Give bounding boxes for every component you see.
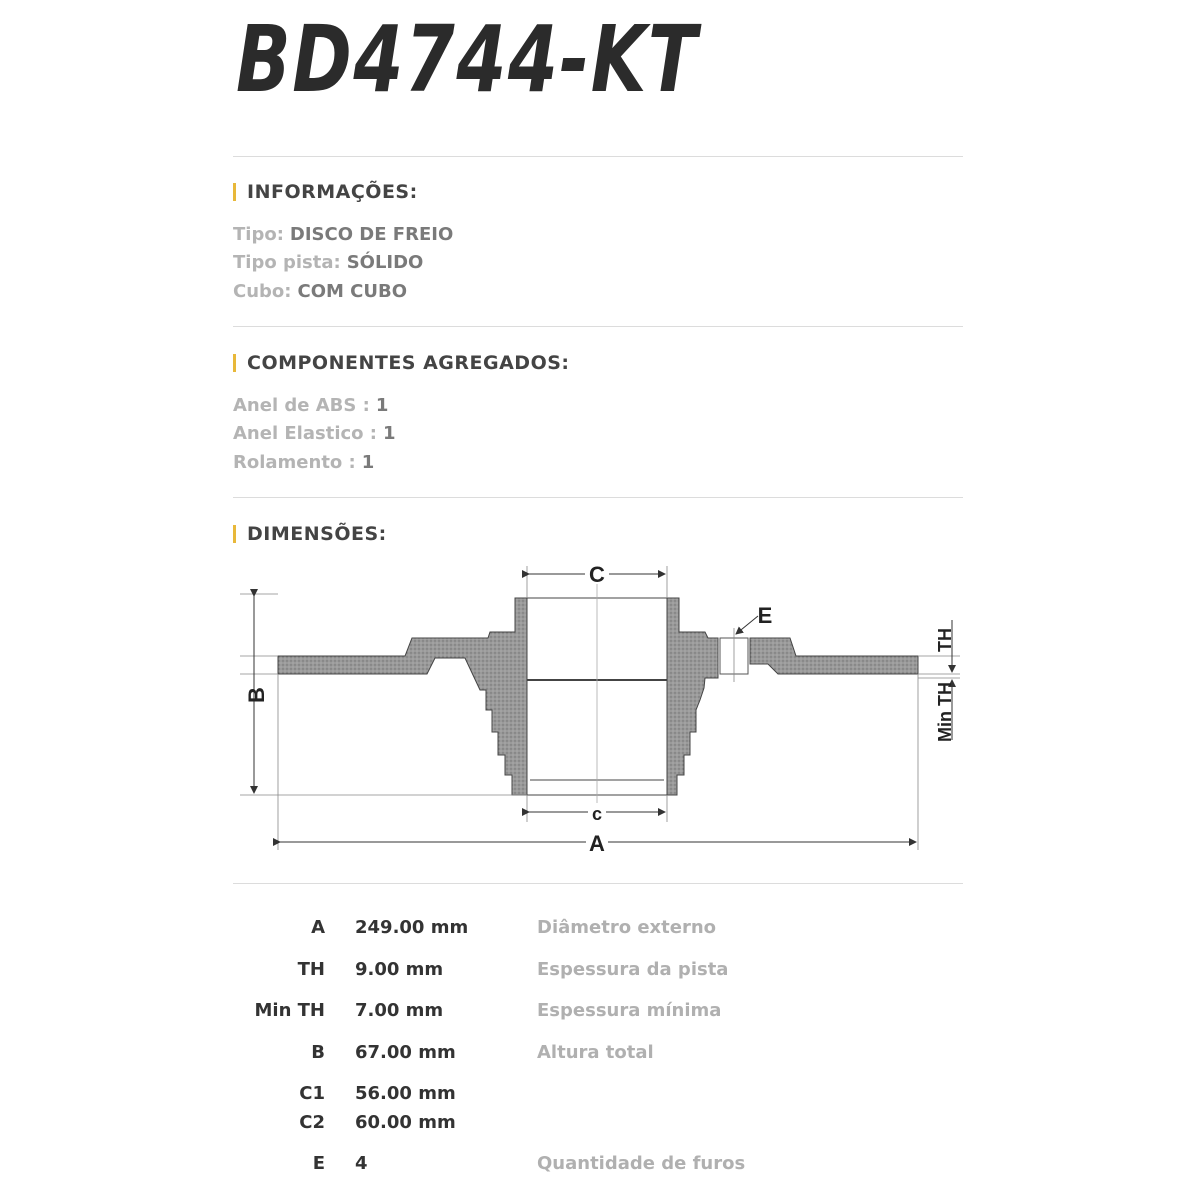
section-heading-label: COMPONENTES AGREGADOS:: [247, 352, 570, 374]
info-key: Cubo:: [233, 281, 292, 302]
info-value: SÓLIDO: [346, 252, 424, 273]
dimension-value: 67.00 mm: [355, 1042, 456, 1063]
component-key: Rolamento :: [233, 452, 356, 473]
dimension-value: 9.00 mm: [355, 959, 444, 980]
section-heading-componentes: [233, 352, 570, 374]
divider: [233, 883, 963, 884]
brake-disc-cross-section-diagram: [230, 560, 970, 860]
section-heading-label: DIMENSÕES:: [247, 523, 387, 545]
component-key: Anel Elastico :: [233, 423, 377, 444]
dimension-key: C2: [299, 1112, 325, 1133]
dimension-value: 7.00 mm: [355, 1000, 444, 1021]
info-value: COM CUBO: [297, 281, 408, 302]
info-value: DISCO DE FREIO: [289, 224, 454, 245]
diagram-label-b: B: [244, 687, 269, 703]
dimension-value: 56.00 mm: [355, 1083, 456, 1104]
dimension-key: TH: [297, 959, 325, 980]
dimension-value: 4: [355, 1153, 368, 1174]
dimension-description: Diâmetro externo: [537, 917, 717, 938]
diagram-label-min-th: Min TH: [935, 682, 955, 742]
info-key: Tipo pista:: [233, 252, 341, 273]
dim-line-e: [736, 616, 758, 634]
dimension-value: 249.00 mm: [355, 917, 469, 938]
rotor-section-right: [667, 598, 718, 795]
component-value: 1: [375, 395, 389, 416]
section-heading-dimensoes: [233, 523, 387, 545]
component-row-rolamento: [233, 452, 374, 473]
diagram-label-c: C: [589, 562, 605, 587]
dimension-key: B: [311, 1042, 325, 1063]
dimension-description: Altura total: [537, 1042, 654, 1063]
divider: [233, 497, 963, 498]
diagram-label-a: A: [589, 831, 605, 856]
section-heading-informacoes: [233, 181, 418, 203]
component-row-anel-abs: [233, 395, 388, 416]
dimension-key: C1: [299, 1083, 325, 1104]
divider: [233, 326, 963, 327]
diagram-label-c-lower: c: [591, 804, 603, 824]
component-key: Anel de ABS :: [233, 395, 370, 416]
info-key: Tipo:: [233, 224, 284, 245]
component-row-anel-elastico: [233, 423, 396, 444]
info-row-cubo: [233, 281, 407, 302]
divider: [233, 156, 963, 157]
product-code-title: BD4744-KT: [236, 6, 699, 113]
accent-bar: [233, 183, 236, 201]
info-row-tipo-pista: [233, 252, 423, 273]
accent-bar: [233, 354, 236, 372]
dimension-value: 60.00 mm: [355, 1112, 456, 1133]
diagram-label-e: E: [757, 603, 773, 628]
diagram-label-th: TH: [935, 628, 955, 652]
dimension-key: A: [311, 917, 325, 938]
rotor-section-left: [278, 598, 527, 795]
dimension-description: Espessura da pista: [537, 959, 729, 980]
section-heading-label: INFORMAÇÕES:: [247, 181, 418, 203]
dimension-key: E: [312, 1153, 325, 1174]
dimension-key: Min TH: [254, 1000, 325, 1021]
info-row-tipo: [233, 224, 453, 245]
accent-bar: [233, 525, 236, 543]
dimension-description: Espessura mínima: [537, 1000, 722, 1021]
component-value: 1: [361, 452, 375, 473]
rotor-section-right-flange: [750, 638, 918, 674]
component-value: 1: [383, 423, 396, 444]
dimension-description: Quantidade de furos: [537, 1153, 746, 1174]
